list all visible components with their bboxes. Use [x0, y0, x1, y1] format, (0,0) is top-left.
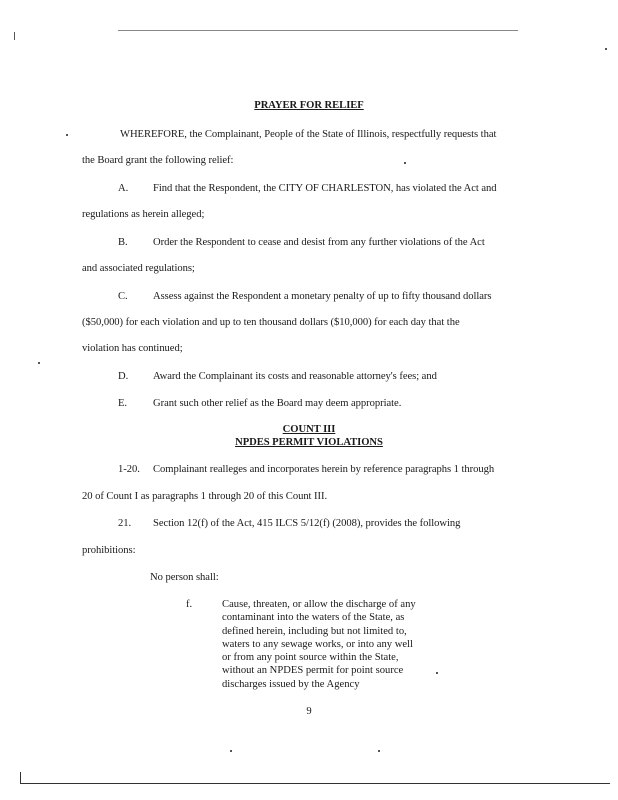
para-2-line-2: prohibitions:	[82, 545, 136, 556]
scan-left-edge	[20, 772, 21, 784]
item-c-letter: C.	[118, 291, 128, 302]
item-a-line-2: regulations as herein alleged;	[82, 209, 205, 220]
item-d-line-1: Award the Complainant its costs and reasonable attorney's fees; and	[153, 371, 437, 382]
scan-speck	[605, 48, 607, 50]
scan-speck	[38, 362, 40, 364]
para-2-number: 21.	[118, 518, 132, 529]
intro-line-1: WHEREFORE, the Complainant, People of the State of Illinois, respectfully requests that	[120, 129, 497, 140]
item-e-line-1: Grant such other relief as the Board may deem appropriate.	[153, 398, 402, 409]
scan-top-edge	[118, 30, 518, 31]
count-subtitle: NPDES PERMIT VIOLATIONS	[235, 437, 383, 448]
scan-speck	[378, 750, 380, 752]
scan-speck	[14, 32, 15, 40]
item-c-line-3: violation has continued;	[82, 343, 183, 354]
scan-speck	[66, 134, 68, 136]
para-1-line-2: 20 of Count I as paragraphs 1 through 20 of this Count III.	[82, 491, 328, 502]
item-b-line-2: and associated regulations;	[82, 263, 195, 274]
prayer-heading: PRAYER FOR RELIEF	[254, 100, 364, 111]
quote-intro: No person shall:	[150, 572, 219, 583]
item-b-line-1: Order the Respondent to cease and desist from any further violations of the Act	[153, 237, 485, 248]
item-a-letter: A.	[118, 183, 129, 194]
quoted-statute-text: Cause, threaten, or allow the discharge of any contaminant into the waters of the State, as defined herein, including but not limited to, waters to any sewage works, or into any well or from any point source within the State, without an NPDES permit for point source discharges issued by the Agency	[222, 599, 416, 690]
item-e-letter: E.	[118, 398, 128, 409]
item-a-line-1: Find that the Respondent, the CITY OF CHARLESTON, has violated the Act and	[153, 183, 497, 194]
item-c-line-1: Assess against the Respondent a monetary penalty of up to fifty thousand dollars	[153, 291, 492, 302]
scan-bottom-edge	[20, 783, 610, 784]
para-1-line-1: Complainant realleges and incorporates herein by reference paragraphs 1 through	[153, 464, 495, 475]
scan-speck	[436, 672, 438, 674]
item-c-line-2: ($50,000) for each violation and up to ten thousand dollars ($10,000) for each day that the	[82, 317, 460, 328]
para-2-line-1: Section 12(f) of the Act, 415 ILCS 5/12(f) (2008), provides the following	[153, 518, 461, 529]
item-d-letter: D.	[118, 371, 129, 382]
scan-speck	[404, 162, 406, 164]
scan-speck	[230, 750, 232, 752]
item-b-letter: B.	[118, 237, 128, 248]
intro-line-2: the Board grant the following relief:	[82, 155, 234, 166]
para-1-number: 1-20.	[118, 464, 140, 475]
page-number: 9	[306, 706, 312, 717]
quote-letter: f.	[186, 599, 193, 610]
count-title: COUNT III	[282, 424, 336, 435]
